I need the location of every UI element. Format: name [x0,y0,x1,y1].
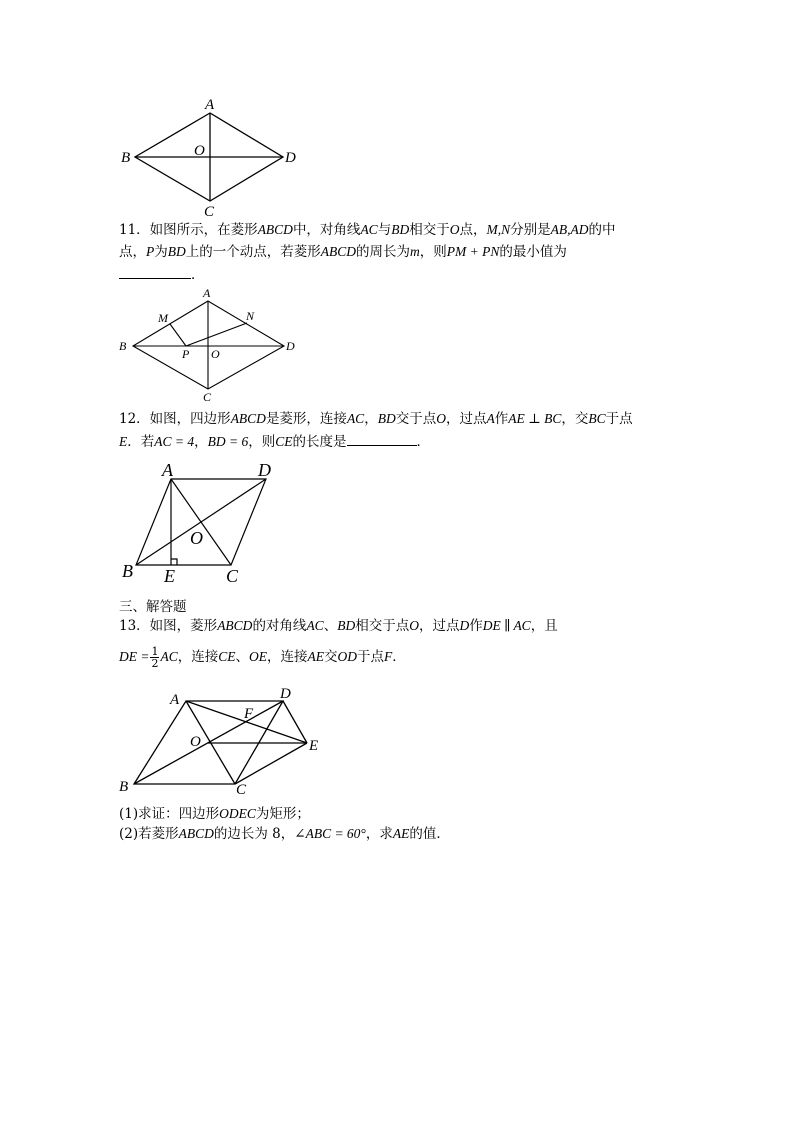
q13-part1: (1)求证：四边形ODEC为矩形； [119,806,310,822]
figure-rhombus-2 [116,284,306,404]
figure-rhombus-1 [118,94,318,224]
label-E: E [164,566,175,586]
label-C: C [226,566,239,586]
q13-line1: 13．如图，菱形ABCD的对角线AC、BD相交于点O，过点D作DE ∥ AC，且 [119,618,558,634]
section-heading: 三、解答题 [119,599,187,615]
label-D: D [280,686,291,702]
label-D: D [258,460,271,480]
fraction-one-half: $\frac{1}{2}$ [151,645,159,670]
q11-line1: 11．如图所示，在菱形ABCD中，对角线AC与BD相交于O点，M,N分别是AB,AD的中 [119,222,616,238]
q12-line2: E．若AC = 4，BD = 6，则CE的长度是 ． [119,431,430,452]
label-C: C [203,390,212,404]
q11-line3: ． [119,264,205,285]
q13-line2: DE = $\frac{1}{2}$ AC，连接CE、OE，连接AE交OD于点F． [119,645,406,670]
q13-part2: (2)若菱形ABCD的边长为 8，∠ABC = 60°，求AE的值． [119,826,450,842]
label-B: B [122,561,133,581]
figure-rhombus-4 [116,682,336,802]
q11-line2: 点，P为BD上的一个动点，若菱形ABCD的周长为m，则PM + PN的最小值为 [119,244,567,260]
label-O: O [194,143,205,159]
answer-blank[interactable] [119,264,191,279]
label-M: M [158,311,168,325]
label-O: O [190,528,203,548]
label-P: P [182,347,190,361]
label-O: O [190,734,201,750]
label-B: B [119,779,129,795]
figure-rhombus-3 [116,456,286,586]
label-A: A [162,460,173,480]
answer-blank[interactable] [347,431,417,446]
label-A: A [203,286,211,300]
label-B: B [119,339,127,353]
label-O: O [211,347,220,361]
label-B: B [121,150,131,166]
label-C: C [236,782,247,798]
label-A: A [205,97,215,113]
label-E: E [309,738,319,754]
label-D: D [286,339,295,353]
label-A: A [170,692,180,708]
label-D: D [285,150,296,166]
label-N: N [246,309,255,323]
label-F: F [244,706,254,722]
q12-line1: 12．如图，四边形ABCD是菱形，连接AC，BD交于点O，过点A作AE ⊥ BC，交BC于点 [119,411,633,427]
label-C: C [204,204,215,220]
